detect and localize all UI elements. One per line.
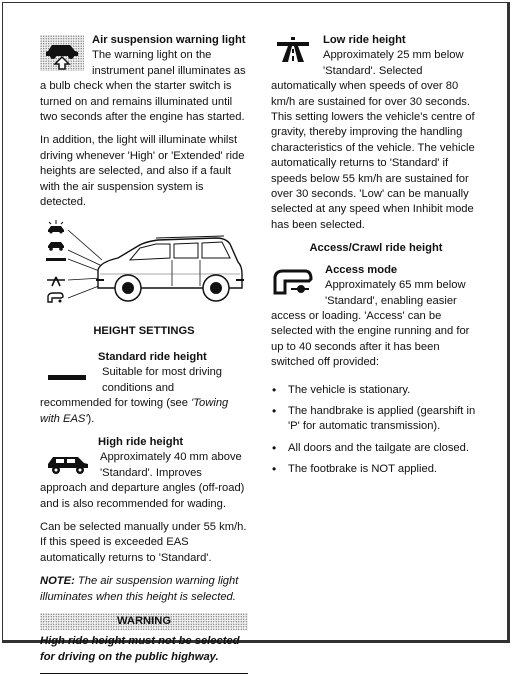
high-ride-para2: Can be selected manually under 55 km/h. If this speed is exceeded EAS automatically returns to 'Standard'. [40,520,247,564]
right-column [271,33,481,484]
high-ride-section [40,435,248,566]
high-ride-body [40,450,248,520]
air-suspension-section [40,33,248,133]
high-car-icon [48,242,64,251]
low-road-icon [47,277,65,286]
left-column [40,33,248,674]
ride-height-diagram [40,218,248,318]
list-item: • All doors and the tailgate are closed. [271,441,481,456]
access-crawl-heading: Access/Crawl ride height [309,242,443,255]
road-low-icon [275,35,315,63]
standard-ride-title: Standard ride height [98,350,207,363]
standard-ride-body [40,365,248,435]
access-icon [48,293,63,303]
list-item: • The handbrake is applied (gearshift in 'P' for automatic transmission). [271,404,481,435]
warning-label: WARNING [40,613,248,630]
note: NOTE: The air suspension warning light illuminates when this height is selected. [40,575,239,603]
standard-ride-section [40,350,248,435]
high-ride-title: High ride height [98,435,184,448]
access-mode-icon [271,267,317,297]
warning-text: High ride height must not be selected for driving on the public highway. [40,635,240,663]
height-settings-heading: HEIGHT SETTINGS [93,325,195,338]
standard-bar-icon [46,258,66,261]
warning-car-icon [48,220,64,234]
access-section [271,263,481,379]
manual-page [2,2,510,663]
low-ride-section [271,33,481,241]
air-suspension-para2: In addition, the light will illuminate whilst driving whenever 'High' or 'Extended' ride heights are selected, and also if a fault with the air suspension system is detected. [40,134,245,209]
high-ride-text: Approximately 40 mm above 'Standard'. Improves approach and departure angles (off-road) and is also recommended for wading. [40,451,245,510]
car-up-arrow-warning-icon [40,35,84,71]
air-suspension-para1: The warning light on the instrument panel illuminates as a bulb check when the starter switch is turned on and remains illuminated until two seconds after the engine has started. [40,49,246,124]
list-item: • The vehicle is stationary. [271,383,481,398]
standard-height-bar-icon [48,371,94,387]
access-mode-text: Approximately 65 mm below 'Standard', enabling easier access or loading. 'Access' can be selected with the engine running and for up to 40 seconds after it has been switched off provided: [271,279,470,369]
standard-ride-text: Suitable for most driving conditions and recommended for towing (see 'Towing with EAS'). [40,366,229,425]
low-ride-title: Low ride height [323,34,406,46]
low-ride-text: Approximately 25 mm below 'Standard'. Selected automatically when speeds of over 80 km/h are sustained for over 30 seconds. This setting lowers the vehicle's centre of gravity, thereby improving the handling characteristics of the vehicle. The vehicle automatically returns to 'Standard' if speeds below 55 km/h are sustained for over 30 seconds. 'Low' can be manually selected at any speed when Inhibit mode has been selected. [271,49,475,231]
high-ride-car-icon [44,452,92,476]
list-item: • The footbrake is NOT applied. [271,462,481,477]
access-conditions-list [271,383,481,478]
air-suspension-title: Air suspension warning light [92,34,246,46]
access-mode-title: Access mode [325,263,398,276]
